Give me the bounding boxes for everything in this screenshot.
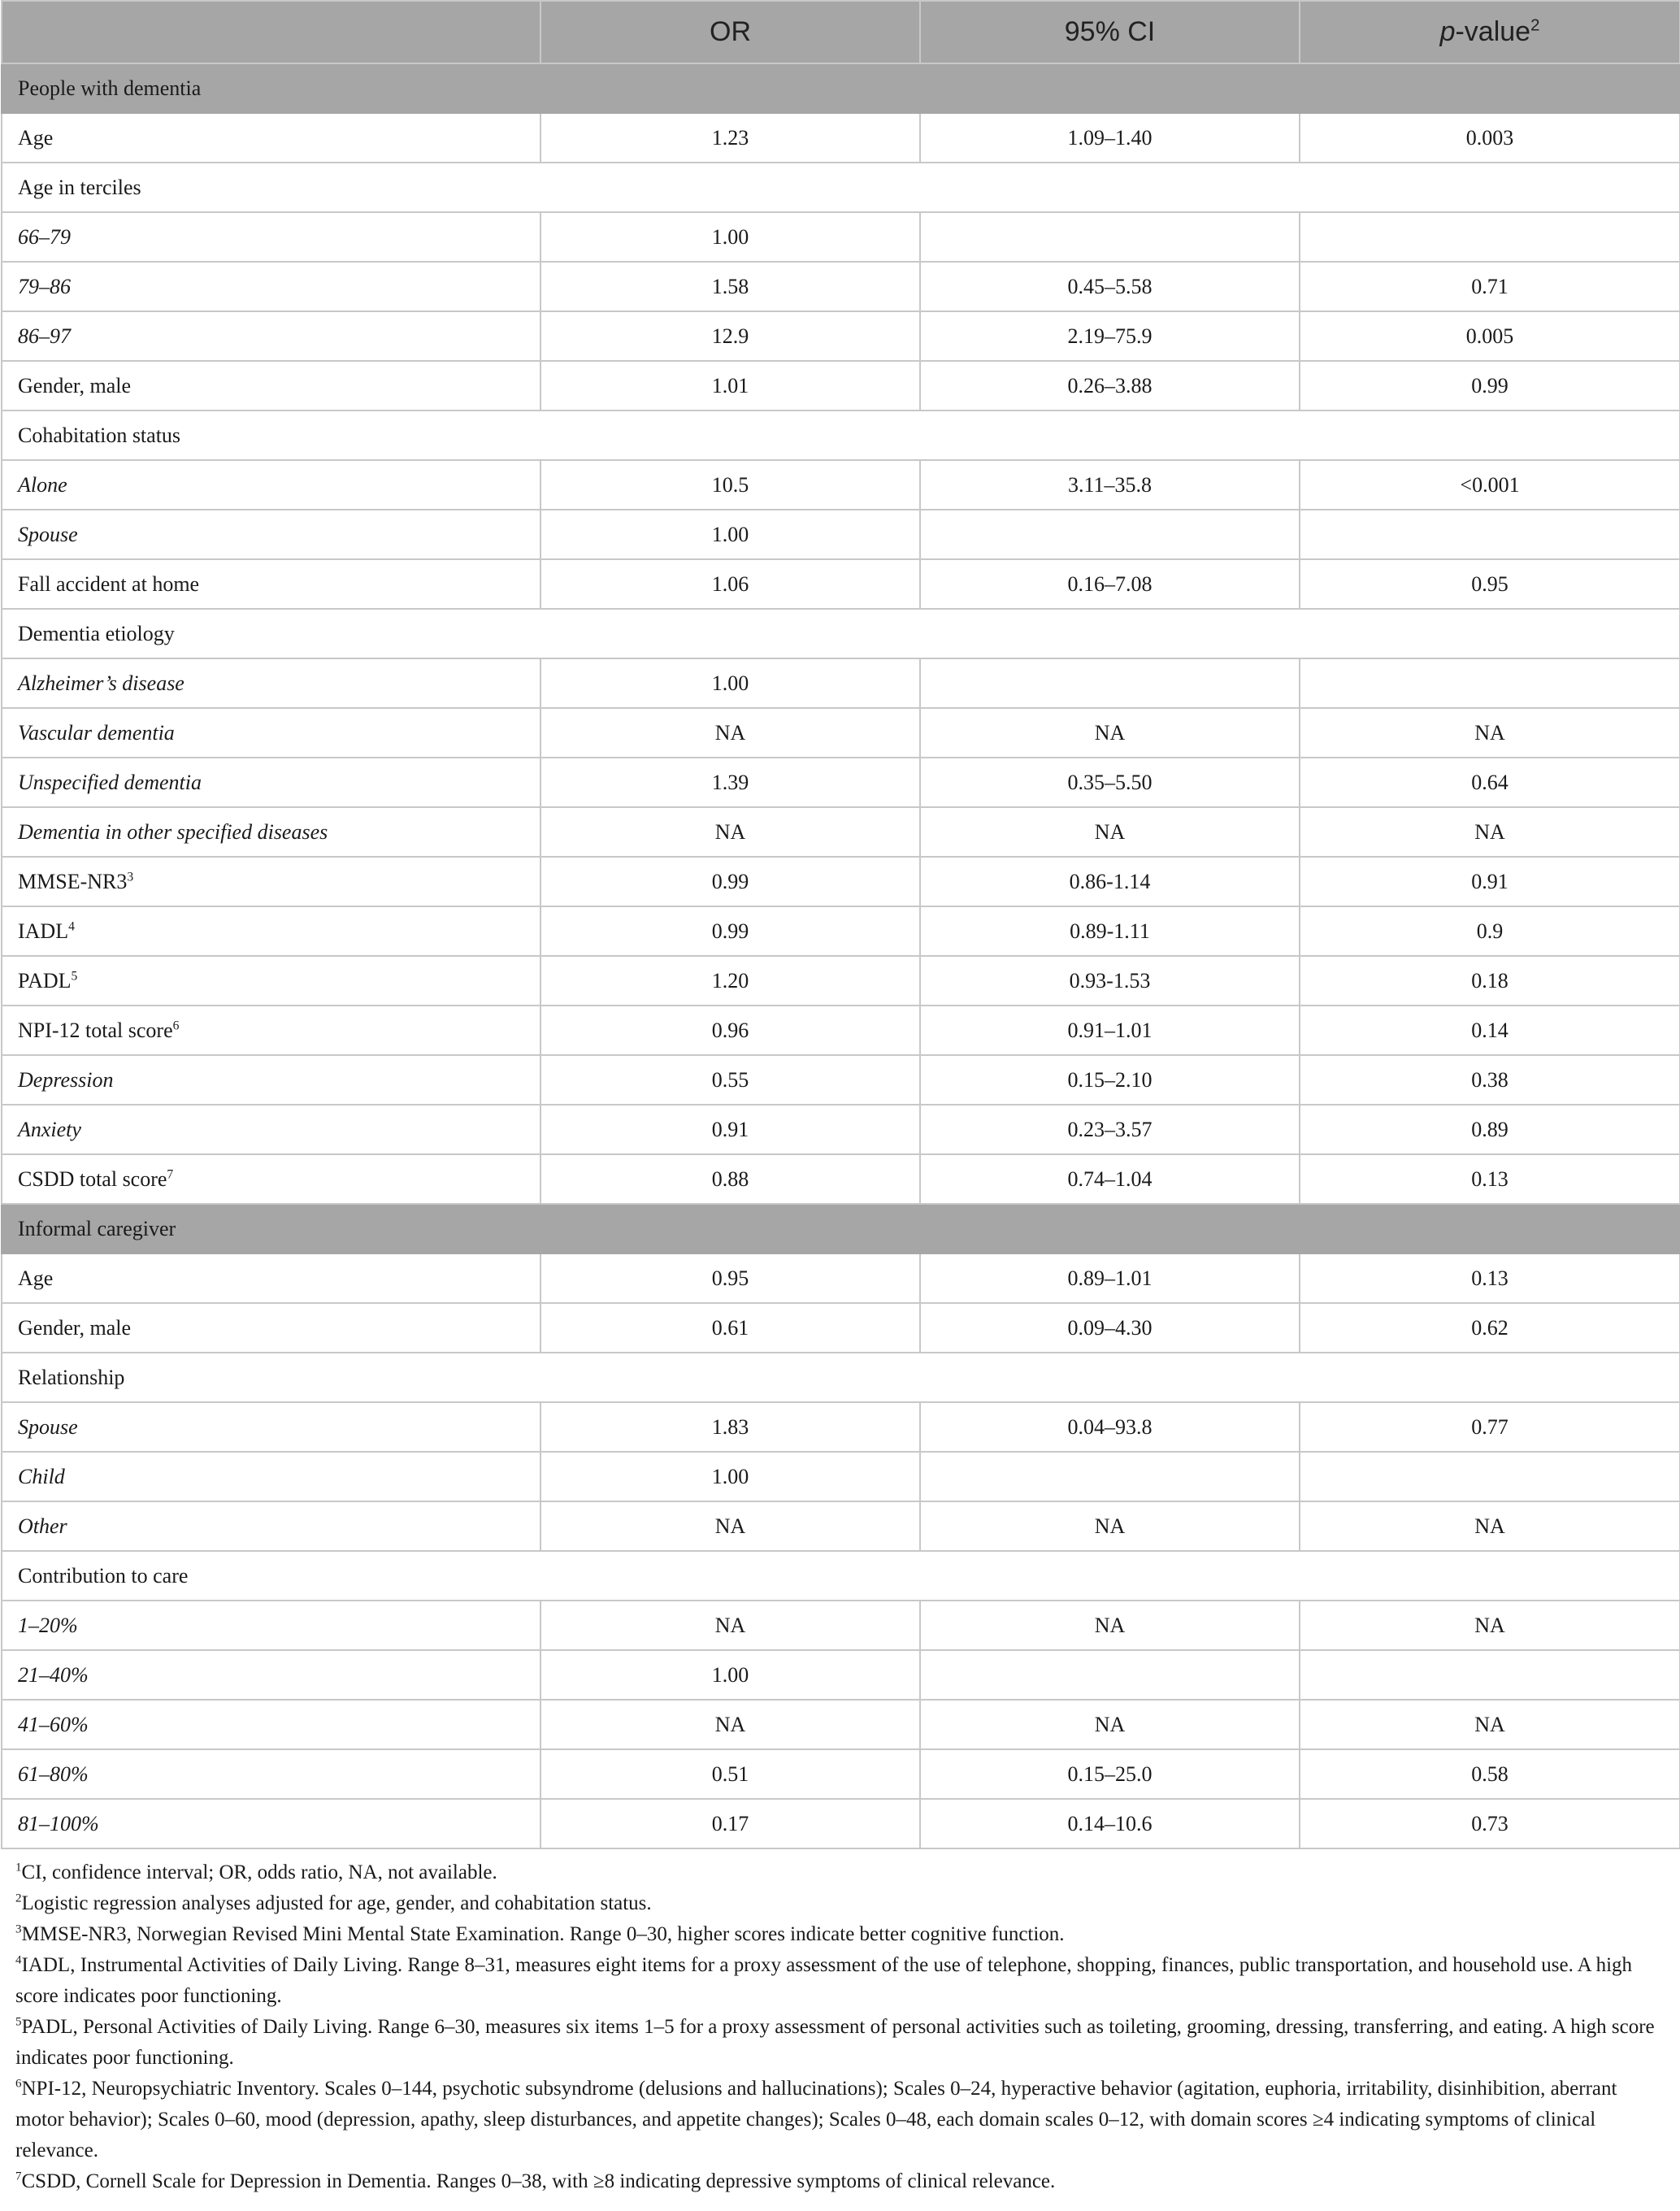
p-value-cell: 0.003 <box>1300 113 1680 163</box>
p-value-cell <box>1300 1650 1680 1700</box>
odds-ratio-cell: 1.00 <box>540 212 920 262</box>
confidence-interval-cell <box>920 1452 1300 1501</box>
odds-ratio-cell: 1.00 <box>540 510 920 559</box>
table-row <box>2 1154 1680 1204</box>
odds-ratio-cell: NA <box>540 807 920 857</box>
table-row <box>2 956 1680 1006</box>
row-label-text: Cohabitation status <box>18 423 181 447</box>
p-value-cell <box>1300 212 1680 262</box>
table-row <box>2 708 1680 758</box>
row-label-text: 79–86 <box>18 274 71 298</box>
p-value-cell: NA <box>1300 708 1680 758</box>
table-row <box>2 1650 1680 1700</box>
row-label <box>2 1551 1680 1601</box>
p-value-cell: 0.14 <box>1300 1006 1680 1055</box>
row-label <box>2 1650 540 1700</box>
p-value-cell: 0.18 <box>1300 956 1680 1006</box>
odds-ratio-cell: 0.99 <box>540 857 920 906</box>
table-row <box>2 1402 1680 1452</box>
row-label <box>2 410 1680 460</box>
group-header-row <box>2 163 1680 212</box>
row-label <box>2 1253 540 1303</box>
table-row <box>2 1501 1680 1551</box>
footnote-marker: 6 <box>172 1018 180 1032</box>
row-label <box>2 113 540 163</box>
row-label <box>2 708 540 758</box>
row-label-text: PADL <box>18 968 72 993</box>
p-value-cell <box>1300 658 1680 708</box>
confidence-interval-cell: 2.19–75.9 <box>920 311 1300 361</box>
row-label-text: Spouse <box>18 522 78 546</box>
header-p-letter: p <box>1439 16 1456 47</box>
odds-ratio-cell: 0.55 <box>540 1055 920 1105</box>
confidence-interval-cell <box>920 212 1300 262</box>
footnote <box>15 1888 1665 1919</box>
row-label-text: 1–20% <box>18 1613 78 1637</box>
odds-ratio-cell: 12.9 <box>540 311 920 361</box>
footnote-number: 5 <box>15 2015 22 2029</box>
confidence-interval-cell: 0.86-1.14 <box>920 857 1300 906</box>
table-row <box>2 1105 1680 1154</box>
table-row <box>2 262 1680 311</box>
row-label-text: Age <box>18 1266 54 1290</box>
row-label-text: Relationship <box>18 1365 125 1389</box>
odds-ratio-cell: 1.00 <box>540 1452 920 1501</box>
row-label <box>2 163 1680 212</box>
table-row <box>2 1253 1680 1303</box>
row-label <box>2 1006 540 1055</box>
p-value-cell: 0.73 <box>1300 1799 1680 1848</box>
row-label <box>2 658 540 708</box>
odds-ratio-cell: 1.00 <box>540 658 920 708</box>
row-label <box>2 1452 540 1501</box>
section-header-row <box>2 63 1680 113</box>
row-label <box>2 559 540 609</box>
row-label <box>2 212 540 262</box>
footnote <box>15 1919 1665 1950</box>
p-value-cell: 0.77 <box>1300 1402 1680 1452</box>
row-label <box>2 1501 540 1551</box>
row-label-text: Gender, male <box>18 373 132 397</box>
odds-ratio-cell: 1.06 <box>540 559 920 609</box>
row-label <box>2 807 540 857</box>
row-label <box>2 1353 1680 1402</box>
row-label <box>2 1055 540 1105</box>
row-label-text: Depression <box>18 1067 114 1092</box>
table-row <box>2 1601 1680 1650</box>
table-row <box>2 212 1680 262</box>
section-title: People with dementia <box>2 63 1680 113</box>
odds-ratio-cell: 1.23 <box>540 113 920 163</box>
row-label <box>2 906 540 956</box>
confidence-interval-cell: 0.45–5.58 <box>920 262 1300 311</box>
row-label <box>2 262 540 311</box>
footnote-text: CSDD, Cornell Scale for Depression in Dementia. Ranges 0–38, with ≥8 indicating depressive symptoms of clinical relevance. <box>21 2170 1056 2192</box>
row-label-text: CSDD total score <box>18 1166 167 1191</box>
group-header-row <box>2 1353 1680 1402</box>
row-label-text: Dementia in other specified diseases <box>18 819 328 844</box>
confidence-interval-cell: NA <box>920 807 1300 857</box>
p-value-cell: 0.9 <box>1300 906 1680 956</box>
odds-ratio-cell: NA <box>540 1700 920 1749</box>
row-label <box>2 758 540 807</box>
row-label-text: Other <box>18 1514 67 1538</box>
row-label-text: Alone <box>18 472 67 497</box>
table-row <box>2 906 1680 956</box>
row-label <box>2 1105 540 1154</box>
footnote-number: 1 <box>15 1861 22 1874</box>
footnote <box>15 1950 1665 2012</box>
confidence-interval-cell: 0.04–93.8 <box>920 1402 1300 1452</box>
row-label <box>2 1154 540 1204</box>
row-label <box>2 460 540 510</box>
odds-ratio-cell: NA <box>540 708 920 758</box>
footnote-number: 4 <box>15 1953 22 1967</box>
odds-ratio-cell: 1.39 <box>540 758 920 807</box>
header-p-value <box>1300 1 1680 63</box>
footnote-number: 6 <box>15 2077 22 2091</box>
row-label-text: 86–97 <box>18 324 71 348</box>
odds-ratio-cell: 0.99 <box>540 906 920 956</box>
footnote-text: PADL, Personal Activities of Daily Living. Range 6–30, measures six items 1–5 for a proxy assessment of personal activities such as toileting, grooming, dressing, transferring, and eating. A high score indicates poor functioning. <box>15 2016 1655 2069</box>
footnote-text: IADL, Instrumental Activities of Daily Living. Range 8–31, measures eight items for a proxy assessment of the use of telephone, shopping, finances, public transportation, and household use. A high score indicates poor functioning. <box>15 1954 1633 2007</box>
table-row <box>2 658 1680 708</box>
footnote-marker: 7 <box>167 1166 174 1181</box>
row-label-text: Dementia etiology <box>18 621 175 645</box>
table-row <box>2 1749 1680 1799</box>
header-variable <box>2 1 540 63</box>
row-label <box>2 1402 540 1452</box>
odds-ratio-cell: 1.58 <box>540 262 920 311</box>
confidence-interval-cell: 3.11–35.8 <box>920 460 1300 510</box>
results-table <box>1 0 1680 1849</box>
confidence-interval-cell: NA <box>920 1601 1300 1650</box>
row-label-text: 66–79 <box>18 224 71 249</box>
section-header-row <box>2 1204 1680 1253</box>
row-label <box>2 1700 540 1749</box>
row-label-text: Alzheimer’s disease <box>18 671 184 695</box>
p-value-cell: 0.99 <box>1300 361 1680 410</box>
footnote <box>15 2012 1665 2074</box>
confidence-interval-cell: 0.14–10.6 <box>920 1799 1300 1848</box>
odds-ratio-cell: NA <box>540 1501 920 1551</box>
header-or: OR <box>540 1 920 63</box>
p-value-cell: NA <box>1300 807 1680 857</box>
table-body <box>2 63 1680 1848</box>
odds-ratio-cell: NA <box>540 1601 920 1650</box>
odds-ratio-cell: 1.01 <box>540 361 920 410</box>
group-header-row <box>2 410 1680 460</box>
confidence-interval-cell: 0.15–2.10 <box>920 1055 1300 1105</box>
footnote <box>15 2166 1665 2197</box>
confidence-interval-cell: 0.89–1.01 <box>920 1253 1300 1303</box>
table-row <box>2 857 1680 906</box>
footnotes <box>0 1849 1680 2197</box>
table-row <box>2 559 1680 609</box>
odds-ratio-cell: 0.17 <box>540 1799 920 1848</box>
p-value-cell: NA <box>1300 1501 1680 1551</box>
row-label <box>2 1303 540 1353</box>
p-value-cell: 0.58 <box>1300 1749 1680 1799</box>
confidence-interval-cell: 0.15–25.0 <box>920 1749 1300 1799</box>
footnote-number: 7 <box>15 2170 22 2183</box>
row-label <box>2 1749 540 1799</box>
confidence-interval-cell: 0.16–7.08 <box>920 559 1300 609</box>
row-label-text: Contribution to care <box>18 1563 189 1588</box>
confidence-interval-cell: NA <box>920 1700 1300 1749</box>
row-label <box>2 510 540 559</box>
confidence-interval-cell <box>920 510 1300 559</box>
table-row <box>2 807 1680 857</box>
footnote <box>15 2074 1665 2166</box>
p-value-cell <box>1300 510 1680 559</box>
row-label-text: Child <box>18 1464 65 1488</box>
confidence-interval-cell: 0.23–3.57 <box>920 1105 1300 1154</box>
header-p-sup: 2 <box>1530 16 1540 35</box>
confidence-interval-cell: 0.74–1.04 <box>920 1154 1300 1204</box>
p-value-cell <box>1300 1452 1680 1501</box>
confidence-interval-cell: 0.35–5.50 <box>920 758 1300 807</box>
table-row <box>2 1055 1680 1105</box>
row-label <box>2 956 540 1006</box>
odds-ratio-cell: 0.51 <box>540 1749 920 1799</box>
p-value-cell: 0.005 <box>1300 311 1680 361</box>
p-value-cell: 0.91 <box>1300 857 1680 906</box>
header-row <box>2 1 1680 63</box>
footnote-text: NPI-12, Neuropsychiatric Inventory. Scales 0–144, psychotic subsyndrome (delusions and hallucinations); Scales 0–24, hyperactive behavior (agitation, euphoria, irritability, disinhibition, aberrant motor behavior); Scales 0–60, mood (depression, apathy, sleep disturbances, and appetite changes); Scales 0–48, each domain scales 0–12, with domain scores ≥4 indicating symptoms of clinical relevance. <box>15 2078 1617 2161</box>
p-value-cell: 0.13 <box>1300 1253 1680 1303</box>
row-label-text: 61–80% <box>18 1761 89 1786</box>
footnote-marker: 5 <box>71 968 78 983</box>
table-row <box>2 1303 1680 1353</box>
confidence-interval-cell: NA <box>920 708 1300 758</box>
row-label-text: Unspecified dementia <box>18 770 202 794</box>
footnote-text: Logistic regression analyses adjusted for age, gender, and cohabitation status. <box>21 1892 652 1914</box>
confidence-interval-cell: 0.09–4.30 <box>920 1303 1300 1353</box>
footnote-number: 2 <box>15 1892 22 1905</box>
row-label-text: Spouse <box>18 1414 78 1439</box>
footnote <box>15 1857 1665 1888</box>
table-row <box>2 1799 1680 1848</box>
p-value-cell: NA <box>1300 1601 1680 1650</box>
row-label-text: MMSE-NR3 <box>18 869 128 893</box>
odds-ratio-cell: 1.83 <box>540 1402 920 1452</box>
group-header-row <box>2 1551 1680 1601</box>
footnote-number: 3 <box>15 1922 22 1936</box>
header-ci: 95% CI <box>920 1 1300 63</box>
confidence-interval-cell: 0.93-1.53 <box>920 956 1300 1006</box>
table-row <box>2 1006 1680 1055</box>
table-row <box>2 460 1680 510</box>
row-label-text: NPI-12 total score <box>18 1018 173 1042</box>
p-value-cell: <0.001 <box>1300 460 1680 510</box>
row-label-text: Vascular dementia <box>18 720 175 745</box>
odds-ratio-cell: 10.5 <box>540 460 920 510</box>
row-label-text: IADL <box>18 919 69 943</box>
row-label-text: Anxiety <box>18 1117 81 1141</box>
odds-ratio-cell: 0.95 <box>540 1253 920 1303</box>
p-value-cell: NA <box>1300 1700 1680 1749</box>
confidence-interval-cell: NA <box>920 1501 1300 1551</box>
row-label <box>2 609 1680 658</box>
p-value-cell: 0.71 <box>1300 262 1680 311</box>
row-label <box>2 1799 540 1848</box>
p-value-cell: 0.62 <box>1300 1303 1680 1353</box>
row-label-text: Gender, male <box>18 1315 132 1340</box>
row-label <box>2 857 540 906</box>
row-label-text: Age <box>18 125 54 150</box>
row-label <box>2 311 540 361</box>
confidence-interval-cell <box>920 658 1300 708</box>
row-label-text: 21–40% <box>18 1662 89 1687</box>
section-title: Informal caregiver <box>2 1204 1680 1253</box>
header-p-rest: -value <box>1455 16 1531 47</box>
p-value-cell: 0.89 <box>1300 1105 1680 1154</box>
p-value-cell: 0.13 <box>1300 1154 1680 1204</box>
row-label-text: Age in terciles <box>18 175 141 199</box>
footnote-marker: 4 <box>68 919 75 933</box>
p-value-cell: 0.95 <box>1300 559 1680 609</box>
footnote-text: CI, confidence interval; OR, odds ratio, NA, not available. <box>21 1861 497 1883</box>
confidence-interval-cell: 0.26–3.88 <box>920 361 1300 410</box>
footnote-text: MMSE-NR3, Norwegian Revised Mini Mental State Examination. Range 0–30, higher scores indicate better cognitive function. <box>21 1923 1065 1945</box>
confidence-interval-cell: 1.09–1.40 <box>920 113 1300 163</box>
table-row <box>2 311 1680 361</box>
row-label-text: Fall accident at home <box>18 571 200 596</box>
odds-ratio-cell: 0.96 <box>540 1006 920 1055</box>
odds-ratio-cell: 0.61 <box>540 1303 920 1353</box>
odds-ratio-cell: 0.88 <box>540 1154 920 1204</box>
table-row <box>2 510 1680 559</box>
table-row <box>2 361 1680 410</box>
row-label <box>2 1601 540 1650</box>
table-row <box>2 113 1680 163</box>
p-value-cell: 0.38 <box>1300 1055 1680 1105</box>
row-label-text: 41–60% <box>18 1712 89 1736</box>
footnote-marker: 3 <box>127 869 134 884</box>
odds-ratio-cell: 0.91 <box>540 1105 920 1154</box>
table-row <box>2 1700 1680 1749</box>
confidence-interval-cell: 0.91–1.01 <box>920 1006 1300 1055</box>
row-label-text: 81–100% <box>18 1811 99 1835</box>
confidence-interval-cell <box>920 1650 1300 1700</box>
table-row <box>2 758 1680 807</box>
confidence-interval-cell: 0.89-1.11 <box>920 906 1300 956</box>
row-label <box>2 361 540 410</box>
p-value-cell: 0.64 <box>1300 758 1680 807</box>
table-row <box>2 1452 1680 1501</box>
odds-ratio-cell: 1.20 <box>540 956 920 1006</box>
group-header-row <box>2 609 1680 658</box>
odds-ratio-cell: 1.00 <box>540 1650 920 1700</box>
